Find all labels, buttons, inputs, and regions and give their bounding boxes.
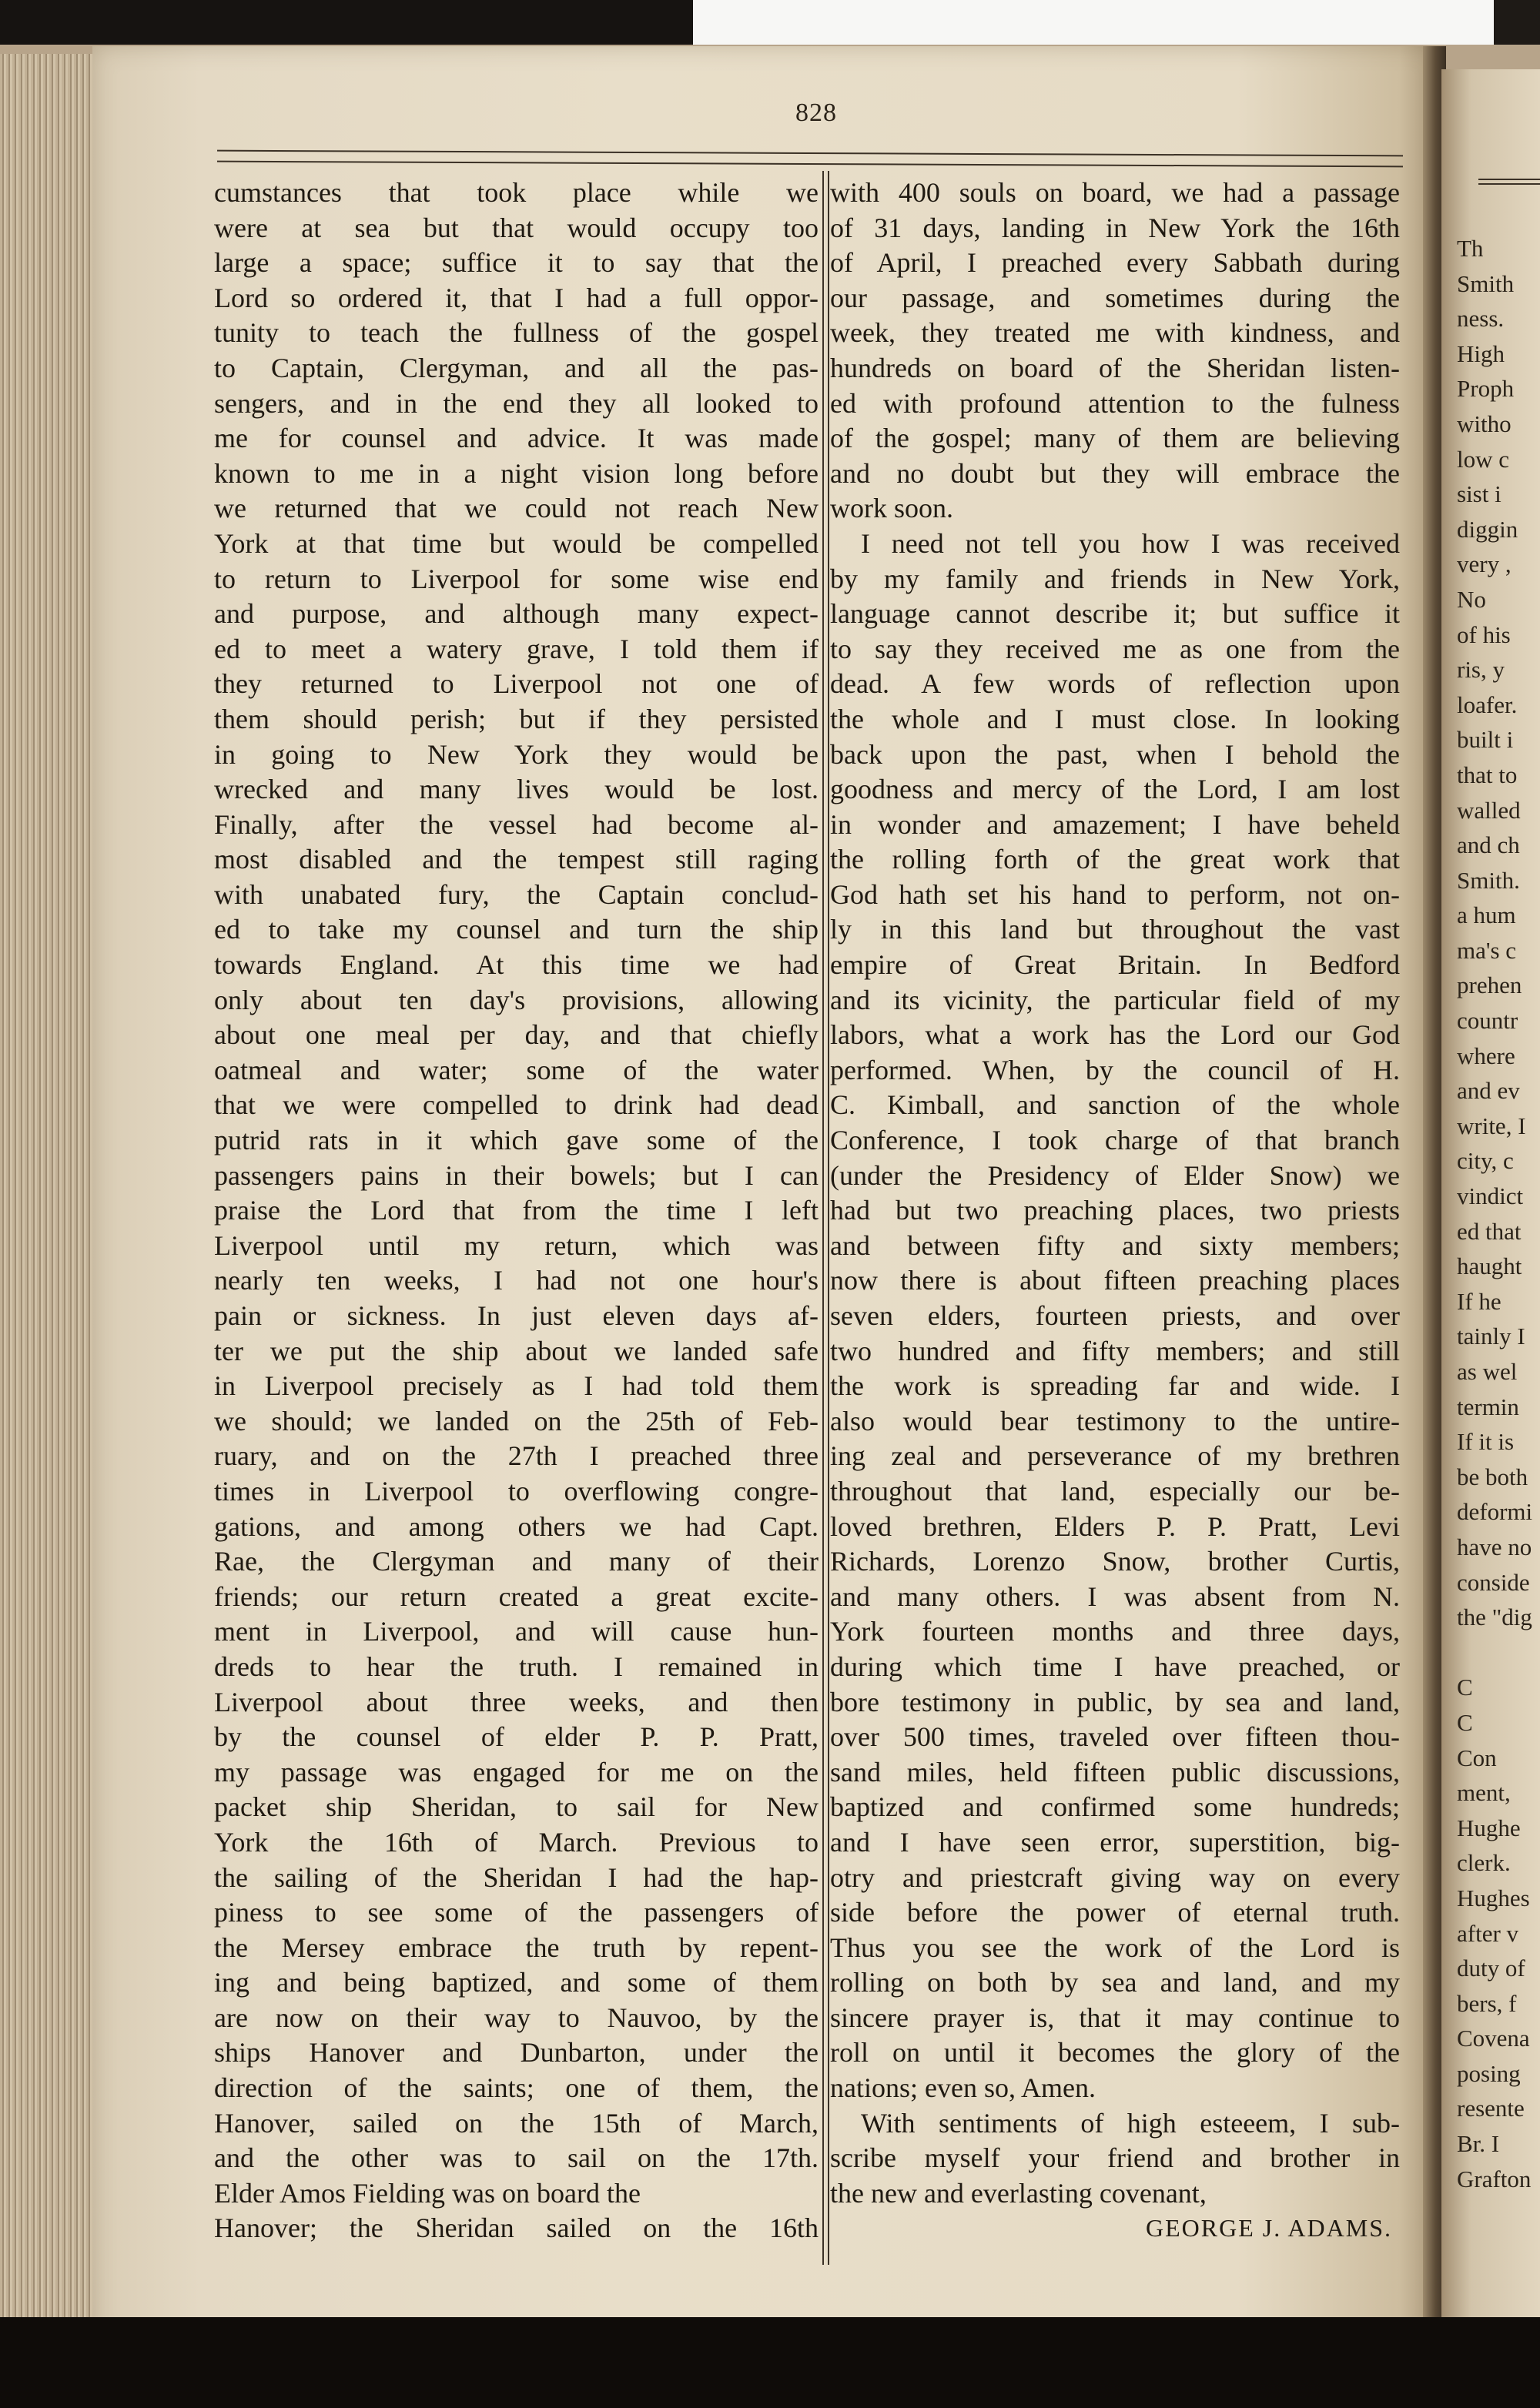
text-line: tunity to teach the fullness of the gospel [214,317,819,349]
text-line: by my family and friends in New York, [830,563,1400,594]
left-text-column [214,176,819,2246]
text-line: of April, I preached every Sabbath during [830,247,1400,279]
facing-page-fragment: duty of [1457,1955,1525,1982]
text-line: Lord so ordered it, that I had a full oppor- [214,282,819,313]
text-line: with 400 souls on board, we had a passage [830,177,1400,208]
text-line: that we were compelled to drink had dead [214,1089,819,1121]
text-line: seven elders, fourteen priests, and over [830,1300,1400,1331]
text-line: ter we put the ship about we landed safe [214,1335,819,1366]
facing-page-fragment: C [1457,1708,1473,1736]
facing-page-fragment: Grafton [1457,2165,1532,2192]
text-line: to Captain, Clergyman, and all the pas- [214,352,819,383]
facing-page-fragment: tainly I [1457,1323,1525,1350]
text-line: direction of the saints; one of them, the [214,2072,819,2104]
text-line: in wonder and amazement; I have beheld [830,808,1400,840]
text-line: and no doubt but they will embrace the [830,457,1400,489]
text-line: performed. When, by the council of H. [830,1054,1400,1085]
text-line: we should; we landed on the 25th of Feb- [214,1405,819,1436]
text-line: are now on their way to Nauvoo, by the [214,2002,819,2033]
text-line: packet ship Sheridan, to sail for New [214,1791,819,1823]
text-line: now there is about fifteen preaching places [830,1265,1400,1296]
text-line: times in Liverpool to overflowing congre- [214,1475,819,1507]
text-line: ly in this land but throughout the vast [830,914,1400,945]
text-line: over 500 times, traveled over fifteen thou- [830,1721,1400,1753]
text-line: also would bear testimony to the untire- [830,1405,1400,1436]
text-line: hundreds on board of the Sheridan listen- [830,352,1400,383]
facing-page-rule [1478,179,1540,185]
text-line: most disabled and the tempest still raging [214,844,819,875]
text-line: ships Hanover and Dunbarton, under the [214,2037,819,2069]
facing-page-fragment: High [1457,339,1505,367]
facing-page-fragment: Hughes [1457,1884,1530,1911]
text-line: the work is spreading far and wide. I [830,1370,1400,1402]
facing-page-fragment: C [1457,1674,1473,1701]
facing-page-fragment: posing [1457,2059,1521,2087]
text-line: scribe myself your friend and brother in [830,2142,1400,2174]
text-line: pain or sickness. In just eleven days af- [214,1300,819,1331]
text-line: C. Kimball, and sanction of the whole [830,1089,1400,1121]
facing-page-fragment: as wel [1457,1358,1518,1385]
text-line: week, they treated me with kindness, and [830,317,1400,349]
text-line: York fourteen months and three days, [830,1616,1400,1647]
text-line: goodness and mercy of the Lord, I am lost [830,774,1400,805]
facing-page-fragment: a hum [1457,901,1516,929]
facing-page-fragment: Smith. [1457,866,1520,894]
text-line: the sailing of the Sheridan I had the hap- [214,1861,819,1893]
text-line: our passage, and sometimes during the [830,282,1400,313]
text-line: the Mersey embrace the truth by repent- [214,1931,819,1963]
text-line: in Liverpool precisely as I had told them [214,1370,819,1402]
text-line: work soon. [830,493,953,524]
facing-page-fragment: If he [1457,1287,1502,1315]
text-line: and many others. I was absent from N. [830,1580,1400,1612]
text-line: friends; our return created a great excite- [214,1580,819,1612]
text-line: ed with profound attention to the fulness [830,387,1400,419]
facing-page-fragment: ma's c [1457,936,1517,964]
text-line: cumstances that took place while we [214,177,819,208]
text-line: the rolling forth of the great work that [830,844,1400,875]
text-line: bore testimony in public, by sea and land, [830,1686,1400,1717]
text-line: my passage was engaged for me on the [214,1756,819,1788]
facing-page-fragment: that to [1457,761,1518,788]
text-line: York the 16th of March. Previous to [214,1826,819,1858]
facing-page-fragment: resente [1457,2095,1525,2122]
facing-page-fragment: ness. [1457,305,1505,333]
text-line: Conference, I took charge of that branch [830,1125,1400,1156]
facing-page-fragment: be both [1457,1463,1528,1490]
facing-page-fragment: Con [1457,1744,1497,1771]
text-line: Liverpool until my return, which was [214,1229,819,1261]
text-line: oatmeal and water; some of the water [214,1054,819,1085]
facing-page-fragment: clerk. [1457,1849,1511,1877]
facing-page-fragment: deformi [1457,1498,1533,1526]
facing-page-fragment: ment, [1457,1779,1511,1807]
text-line: sengers, and in the end they all looked to [214,387,819,419]
text-line: dead. A few words of reflection upon [830,668,1400,700]
text-line: known to me in a night vision long before [214,457,819,489]
text-line: in going to New York they would be [214,738,819,770]
text-line: Finally, after the vessel had become al- [214,808,819,840]
text-line: side before the power of eternal truth. [830,1897,1400,1928]
text-line: sincere prayer is, that it may continue to [830,2002,1400,2033]
text-line: York at that time but would be compelled [214,527,819,559]
text-line: labors, what a work has the Lord our God [830,1019,1400,1051]
facing-page-fragment [1457,1635,1540,1671]
facing-page-fragment: countr [1457,1007,1518,1035]
text-line: putrid rats in it which gave some of the [214,1125,819,1156]
facing-page-fragment: haught [1457,1252,1522,1280]
facing-page-fragment: Smith [1457,269,1515,297]
text-line: and the other was to sail on the 17th. [214,2142,819,2174]
text-line: during which time I have preached, or [830,1650,1400,1682]
text-line: Elder Amos Fielding was on board the [214,2177,641,2209]
text-line: passengers pains in their bowels; but I can [214,1159,819,1191]
text-line: two hundred and fifty members; and still [830,1335,1400,1366]
text-line: piness to see some of the passengers of [214,1897,819,1928]
text-line: and purpose, and although many expect- [214,598,819,630]
text-line: nearly ten weeks, I had not one hour's [214,1265,819,1296]
facing-page-fragment: the "dig [1457,1604,1532,1631]
text-line: baptized and confirmed some hundreds; [830,1791,1400,1823]
author-signature: GEORGE J. ADAMS. [1145,2214,1392,2242]
text-line: Hanover, sailed on the 15th of March, [214,2107,819,2139]
page-number: 828 [795,99,837,127]
facing-page-text-column [1457,231,1540,2196]
facing-page-fragment: Th [1457,235,1484,262]
facing-page-fragment: Br. I [1457,2130,1500,2158]
right-text-column [830,176,1400,2246]
facing-page-fragment: low c [1457,445,1510,473]
text-line: throughout that land, especially our be- [830,1475,1400,1507]
text-line: them should perish; but if they persisted [214,703,819,734]
facing-page-fragment: diggin [1457,515,1518,543]
text-line: ed to take my counsel and turn the ship [214,914,819,945]
facing-page-fragment: Proph [1457,375,1515,403]
text-line: back upon the past, when I behold the [830,738,1400,770]
text-line: ing zeal and perseverance of my brethren [830,1440,1400,1472]
text-line: praise the Lord that from the time I left [214,1195,819,1226]
text-line: Liverpool about three weeks, and then [214,1686,819,1717]
facing-page-fragment: termin [1457,1393,1519,1420]
text-line: of 31 days, landing in New York the 16th [830,212,1400,243]
text-line: I need not tell you how I was received [861,527,1400,559]
facing-page-fragment: of his [1457,620,1511,648]
text-line: had but two preaching places, two priests [830,1195,1400,1226]
text-line: the whole and I must close. In looking [830,703,1400,734]
text-line: language cannot describe it; but suffice it [830,598,1400,630]
facing-page-fragment: No [1457,585,1486,613]
text-line: Rae, the Clergyman and many of their [214,1546,819,1577]
facing-page-fragment: Covena [1457,2025,1530,2052]
text-line: rolling on both by sea and land, and my [830,1967,1400,1998]
text-line: me for counsel and advice. It was made [214,423,819,454]
facing-page-fragment: walled [1457,796,1521,824]
text-line: of the gospel; many of them are believing [830,423,1400,454]
facing-page-fragment: conside [1457,1568,1530,1596]
text-line: ment in Liverpool, and will cause hun- [214,1616,819,1647]
facing-page-fragment: vindict [1457,1182,1524,1210]
scan-background-top-left [0,0,693,46]
text-line: they returned to Liverpool not one of [214,668,819,700]
facing-page-fragment: write, I [1457,1112,1526,1139]
text-line: ing and being baptized, and some of them [214,1967,819,1998]
facing-page-fragment: ris, y [1457,656,1505,684]
text-line: dreds to hear the truth. I remained in [214,1650,819,1682]
text-line: by the counsel of elder P. P. Pratt, [214,1721,819,1753]
scan-background-top-white [693,0,1494,46]
text-line: With sentiments of high esteeem, I sub- [861,2107,1400,2139]
facing-page-fragment: city, c [1457,1147,1514,1175]
facing-page-fragment: sist i [1457,480,1502,508]
text-line: ed to meet a watery grave, I told them if [214,633,819,664]
facing-page-fragment: If it is [1457,1428,1515,1456]
facing-page-fragment: and ev [1457,1077,1520,1105]
facing-page-fragment: and ch [1457,831,1520,859]
facing-page-fragment: where [1457,1042,1515,1069]
text-line: to say they received me as one from the [830,633,1400,664]
text-line: God hath set his hand to perform, not on- [830,878,1400,910]
text-line: loved brethren, Elders P. P. Pratt, Levi [830,1510,1400,1542]
facing-page-fragment: Hughe [1457,1814,1521,1841]
text-line: Thus you see the work of the Lord is [830,1931,1400,1963]
text-line: with unabated fury, the Captain conclud- [214,878,819,910]
facing-page-fragment: very , [1457,550,1512,578]
text-line: otry and priestcraft giving way on every [830,1861,1400,1893]
facing-page-fragment: witho [1457,410,1512,437]
facing-page-fragment: built i [1457,726,1514,754]
text-line: Richards, Lorenzo Snow, brother Curtis, [830,1546,1400,1577]
facing-page-fragment: have no [1457,1533,1532,1560]
text-line: towards England. At this time we had [214,949,819,981]
text-line: were at sea but that would occupy too [214,212,819,243]
text-line: the new and everlasting covenant, [830,2177,1207,2209]
text-line: empire of Great Britain. In Bedford [830,949,1400,981]
text-line: nations; even so, Amen. [830,2072,1096,2104]
text-line: roll on until it becomes the glory of the [830,2037,1400,2069]
text-line: (under the Presidency of Elder Snow) we [830,1159,1400,1191]
text-line: wrecked and many lives would be lost. [214,774,819,805]
text-line: only about ten day's provisions, allowing [214,984,819,1015]
text-line: and I have seen error, superstition, big- [830,1826,1400,1858]
scan-background-top-right [1494,0,1540,46]
text-line: sand miles, held fifteen public discussions, [830,1756,1400,1788]
facing-page-fragment: ed that [1457,1217,1522,1245]
facing-page-fragment: bers, f [1457,1989,1517,2017]
facing-page-fragment: prehen [1457,972,1522,999]
page-edges [0,54,108,2325]
text-line: Hanover; the Sheridan sailed on the 16th [214,2212,819,2244]
text-line: and its vicinity, the particular field of my [830,984,1400,1015]
column-divider [822,171,829,2265]
text-line: ruary, and on the 27th I preached three [214,1440,819,1472]
text-line: we returned that we could not reach New [214,493,819,524]
text-line: to return to Liverpool for some wise end [214,563,819,594]
facing-page-fragment: after v [1457,1919,1519,1947]
text-line: about one meal per day, and that chiefly [214,1019,819,1051]
text-line: large a space; suffice it to say that the [214,247,819,279]
text-line: and between fifty and sixty members; [830,1229,1400,1261]
facing-page-fragment: loafer. [1457,691,1518,718]
text-line: gations, and among others we had Capt. [214,1510,819,1542]
scan-background-bottom [0,2317,1540,2408]
